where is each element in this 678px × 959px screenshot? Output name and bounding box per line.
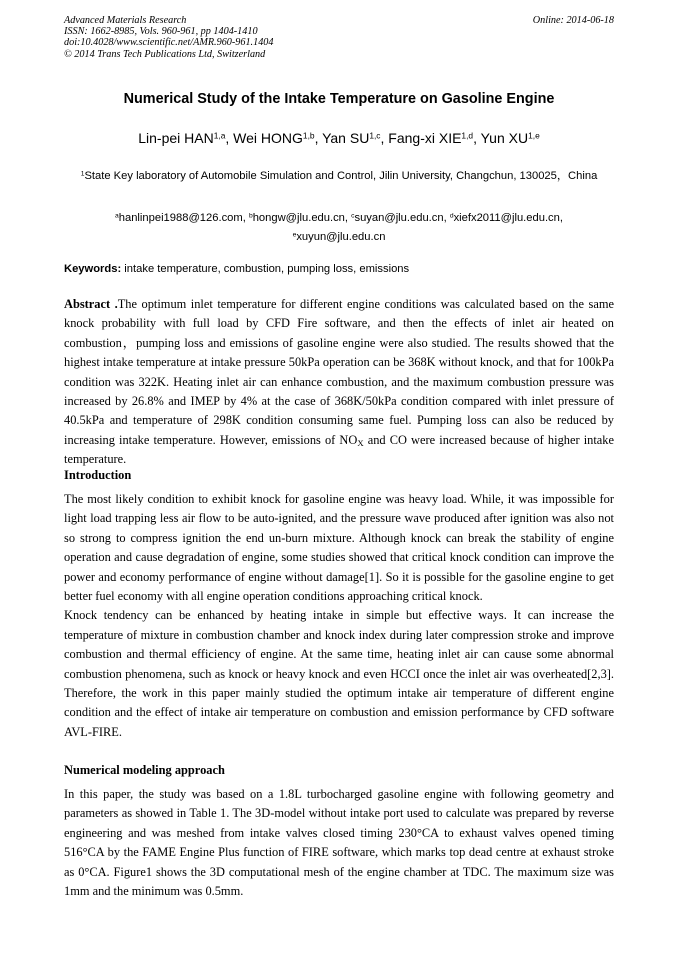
- abstract-label: Abstract .: [64, 297, 118, 311]
- email-superscript: c: [351, 212, 355, 220]
- email-link[interactable]: xuyun@jlu.edu.cn: [296, 230, 386, 243]
- email-link[interactable]: hongw@jlu.edu.cn: [252, 212, 345, 224]
- abstract-text: The optimum inlet temperature for different engine conditions was calculated based on the same knock probability with full load by CFD Fire software, and then the effects of inlet air heated on combustion，pumping loss and emissions of gasoline engine were also studied. The results showed that the highest intake temperature at intake pressure 50kPa operation can be 368K without knock, and that for 100kPa condition was 322K. Heating inlet air can enhance combustion, and the maximum combustion pressure was increased by 26.8% and IMEP by 4% at the case of 368K/50kPa condition compared with inlet pressure of 40.5kPa and temperature of 298K condition consuming same fuel. Pumping loss can also be reduced by increasing intake temperature. However, emissions of NO: [64, 297, 614, 447]
- email-superscript: a: [115, 212, 119, 220]
- author-superscript: 1,d: [461, 130, 474, 141]
- author-superscript: 1,c: [369, 130, 381, 141]
- journal-header: [64, 15, 614, 60]
- author-superscript: 1,e: [528, 130, 540, 141]
- author-name: Yan SU: [322, 130, 370, 146]
- email-link[interactable]: xiefx2011@jlu.edu.cn: [453, 212, 560, 224]
- abstract-subscript: X: [357, 438, 364, 448]
- affiliation: [64, 167, 614, 186]
- online-date: Online: 2014-06-18: [532, 15, 614, 26]
- author-superscript: 1,b: [302, 130, 315, 141]
- introduction-body: [64, 490, 614, 742]
- abstract: [64, 295, 614, 470]
- affiliation-text: State Key laboratory of Automobile Simulation and Control, Jilin University, Changchun, 130025，China: [84, 170, 598, 182]
- copyright-line: © 2014 Trans Tech Publications Ltd, Switzerland: [64, 48, 266, 60]
- keywords-text: intake temperature, combustion, pumping loss, emissions: [121, 263, 410, 275]
- numerical-heading: Numerical modeling approach: [64, 763, 225, 777]
- email-list: $^a$hanlinpei1988@126.com, $^b$hongw@jlu.edu.cn, $^c$suyan@jlu.edu.cn, $^d$xiefx2011@jlu.edu.cn, $^e$xuyun@jlu.edu.cn: [115, 212, 563, 243]
- keywords-line: [64, 263, 614, 275]
- author-list: Lin-pei HAN$^{1,a}$, Wei HONG$^{1,b}$, Yan SU$^{1,c}$, Fang-xi XIE$^{1,d}$, Yun XU$^{1,e}$: [138, 130, 540, 146]
- paper-title: Numerical Study of the Intake Temperature on Gasoline Engine: [123, 91, 555, 107]
- keywords-label: Keywords:: [64, 263, 122, 275]
- affiliation-superscript: 1: [80, 170, 85, 178]
- author-superscript: 1,a: [213, 130, 226, 141]
- email-superscript: d: [449, 212, 454, 220]
- journal-info: [64, 15, 614, 60]
- email-link[interactable]: suyan@jlu.edu.cn: [354, 212, 444, 224]
- author-name: Yun XU: [480, 130, 529, 146]
- email-link[interactable]: hanlinpei1988@126.com: [118, 212, 243, 224]
- issn-line: ISSN: 1662-8985, Vols. 960-961, pp 1404-1410: [64, 26, 258, 38]
- numerical-paragraph: In this paper, the study was based on a 1.8L turbocharged gasoline engine with following geometry and parameters as showed in Table 1. The 3D-model without intake port used to calculate was prepared by reverse engineering and was meshed from intake valves closed timing 230°CA to exhaust valves opened timing 516°CA by the FAME Engine Plus function of FIRE software, which marks top dead centre at exhaust stroke as 0°CA. Figure1 shows the 3D computational mesh of the engine chamber at TDC. The maximum size was 1mm and the minimum was 0.5mm.: [64, 787, 614, 899]
- author-name: Lin-pei HAN: [138, 130, 214, 146]
- introduction-paragraph: Knock tendency can be enhanced by heating intake in simple but effective ways. It can increase the temperature of mixture in combustion chamber and knock index during later compression stroke and improve combustion and thermal efficiency of engine. At the same time, heating inlet air can cause some abnormal combustion phenomena, such as knock or heavy knock and even HCCI once the inlet air was overheated[2,3]. Therefore, the work in this paper mainly studied the optimum intake air temperature of different engine condition and the effect of intake air temperature on combustion and emission performance by CFD software AVL-FIRE.: [64, 608, 614, 739]
- email-superscript: e: [292, 230, 297, 238]
- journal-name: Advanced Materials Research: [64, 15, 187, 26]
- abstract-text-end: and CO were increased because of higher intake temperature.: [64, 432, 614, 467]
- introduction-paragraph: The most likely condition to exhibit knock for gasoline engine was heavy load. While, it was impossible for light load trapping less air flow to be auto-ignited, and the pressure wave produced after ignition was also not so strong to compress ignition the end un-burn mixture. Although knock can break the stability of engine operation and cause degradation of engine, some studies showed that critical knock condition can improve the power and economy performance of engine without damage[1]. So it is possible for the gasoline engine to get better fuel economy with all engine operation conditions approaching critical knock.: [64, 492, 614, 604]
- numerical-body: [64, 785, 614, 901]
- doi-line: doi:10.4028/www.scientific.net/AMR.960-961.1404: [64, 37, 274, 49]
- introduction-heading: Introduction: [64, 468, 132, 482]
- email-superscript: b: [248, 212, 253, 220]
- author-name: Wei HONG: [233, 130, 303, 146]
- author-name: Fang-xi XIE: [388, 130, 462, 146]
